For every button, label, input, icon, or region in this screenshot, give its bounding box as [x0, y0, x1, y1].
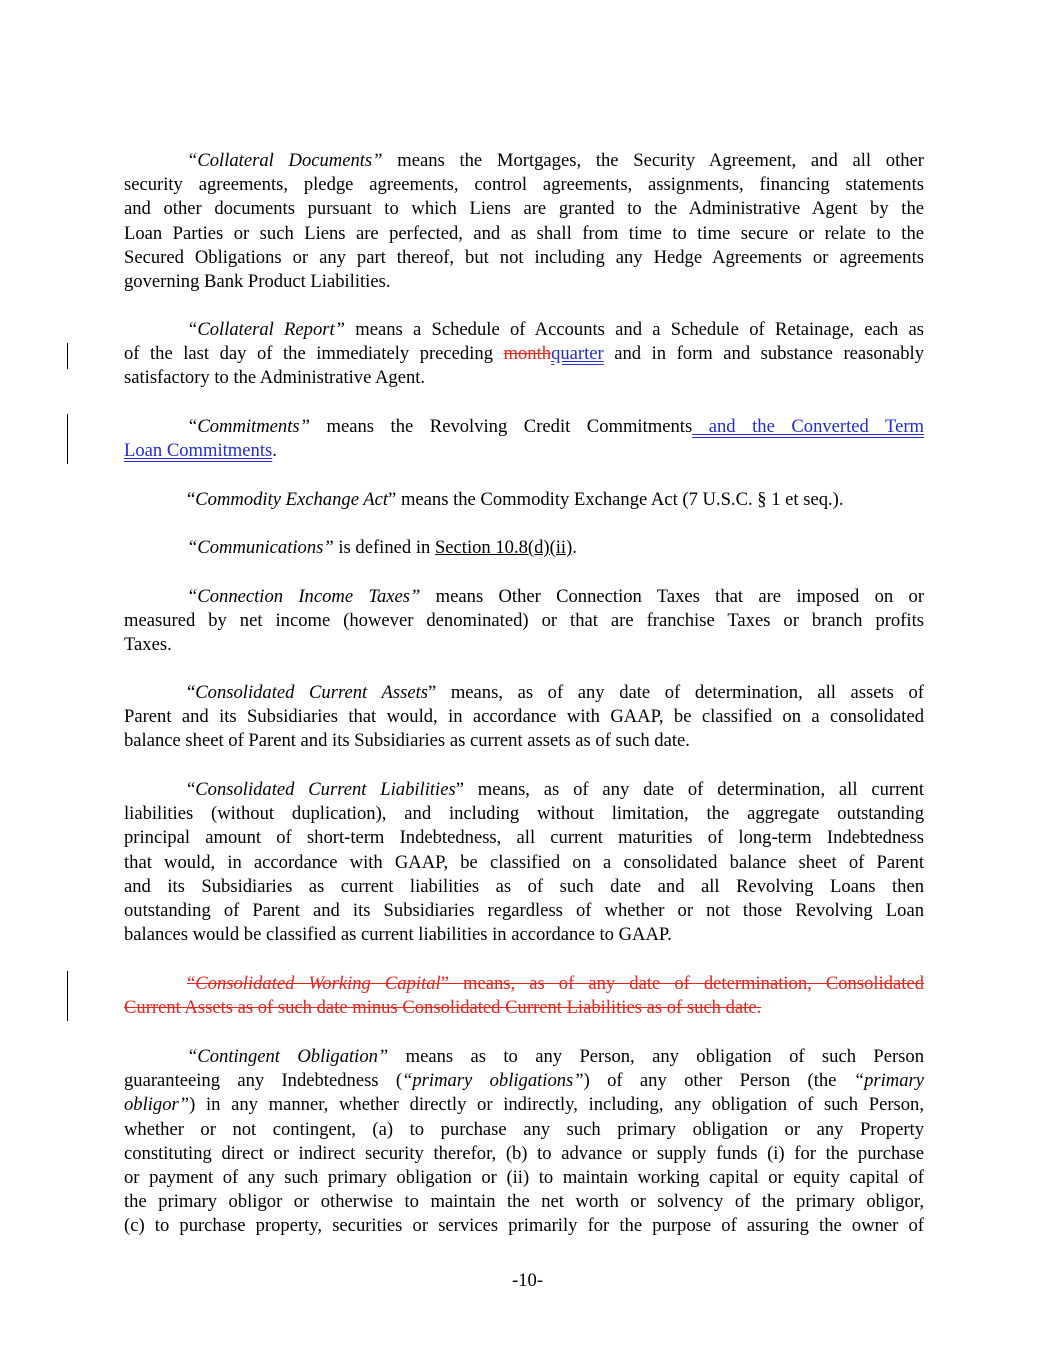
text-line: the primary obligor or otherwise to maintain the net worth or solvency of the primary obligor,	[124, 1191, 924, 1213]
text-line: of the last day of the immediately preceding monthquarter and in form and substance reasonably	[124, 343, 924, 365]
text-line: guaranteeing any Indebtedness (“primary obligations”) of any other Person (the “primary	[124, 1070, 924, 1092]
text-line: “Consolidated Current Assets” means, as of any date of determination, all assets of	[187, 682, 924, 703]
text-line: that would, in accordance with GAAP, be classified on a consolidated balance sheet of Parent	[124, 851, 924, 873]
text-line: “Consolidated Current Liabilities” means, as of any date of determination, all current	[187, 779, 924, 800]
text-line: security agreements, pledge agreements, control agreements, assignments, financing statements	[124, 174, 924, 196]
section-reference: Section 10.8(d)(ii)	[434, 537, 573, 558]
text-line: obligor”) in any manner, whether directly or indirectly, including, any obligation of such Person,	[124, 1094, 924, 1116]
definition-connection-income-taxes	[124, 585, 924, 658]
text-line: (c) to purchase property, securities or services primarily for the purpose of assuring the owner of	[124, 1215, 924, 1237]
definition-commitments	[124, 415, 924, 463]
definition-commodity-exchange-act	[124, 488, 924, 512]
text-line: “Collateral Report” means a Schedule of Accounts and a Schedule of Retainage, each as	[187, 319, 924, 340]
text-line: governing Bank Product Liabilities.	[124, 270, 391, 292]
deleted-text: Current Assets as of such date minus Consolidated Current Liabilities as of such date.	[124, 997, 762, 1019]
definition-collateral-documents	[124, 149, 924, 294]
page-number: -10-	[512, 1270, 543, 1291]
change-bar	[67, 971, 68, 1021]
definition-collateral-report	[124, 318, 924, 391]
inserted-text: and the Converted Term	[692, 416, 924, 437]
inserted-text: quarter	[551, 343, 604, 365]
text-line: Taxes.	[124, 634, 172, 656]
text-line: constituting direct or indirect security therefor, (b) to advance or supply funds (i) for the purchase	[124, 1142, 924, 1164]
deleted-text: “Consolidated Working Capital” means, as of any date of determination, Consolidated	[187, 973, 924, 994]
text-line: outstanding of Parent and its Subsidiaries regardless of whether or not those Revolving Loan	[124, 899, 924, 921]
text-line: “Collateral Documents” means the Mortgages, the Security Agreement, and all other	[187, 150, 924, 171]
text-line: “Connection Income Taxes” means Other Connection Taxes that are imposed on or	[187, 586, 925, 607]
text-line: “Communications” is defined in Section 10.8(d)(ii).	[187, 537, 577, 558]
text-line: principal amount of short-term Indebtedness, all current maturities of long-term Indebtedness	[124, 827, 924, 849]
text-line: Secured Obligations or any part thereof, but not including any Hedge Agreements or agreements	[124, 246, 924, 268]
text-line: measured by net income (however denominated) or that are franchise Taxes or branch profits	[124, 610, 924, 632]
text-line: balances would be classified as current liabilities in accordance to GAAP.	[124, 924, 672, 946]
change-bar	[67, 414, 68, 464]
text-line: “Commodity Exchange Act” means the Commodity Exchange Act (7 U.S.C. § 1 et seq.).	[187, 489, 844, 510]
text-line: and other documents pursuant to which Liens are granted to the Administrative Agent by the	[124, 198, 924, 220]
definition-communications	[124, 536, 924, 560]
text-line: whether or not contingent, (a) to purchase any such primary obligation or any Property	[124, 1118, 924, 1140]
text-line: balance sheet of Parent and its Subsidiaries as current assets as of such date.	[124, 730, 690, 752]
definition-consolidated-working-capital	[124, 972, 924, 1020]
text-line: liabilities (without duplication), and including without limitation, the aggregate outstanding	[124, 803, 924, 825]
inserted-text: Loan Commitments	[124, 440, 273, 462]
definition-contingent-obligation	[124, 1045, 924, 1239]
text-line: Loan Parties or such Liens are perfected, and as shall from time to time secure or relate to the	[124, 222, 924, 244]
deleted-text: month	[503, 343, 552, 365]
text-line: Loan Commitments.	[124, 440, 277, 462]
definition-consolidated-current-assets	[124, 681, 924, 754]
text-line: and its Subsidiaries as current liabilities as of such date and all Revolving Loans then	[124, 875, 924, 897]
text-line: or payment of any such primary obligation or (ii) to maintain working capital or equity capital of	[124, 1166, 924, 1188]
change-bar	[67, 343, 68, 369]
definition-consolidated-current-liabilities	[124, 778, 924, 947]
text-line: Parent and its Subsidiaries that would, in accordance with GAAP, be classified on a consolidated	[124, 706, 924, 728]
text-line: “Contingent Obligation” means as to any Person, any obligation of such Person	[187, 1046, 925, 1067]
text-line: “Commitments” means the Revolving Credit Commitments and the Converted Term	[187, 416, 924, 437]
text-line: satisfactory to the Administrative Agent.	[124, 367, 426, 389]
